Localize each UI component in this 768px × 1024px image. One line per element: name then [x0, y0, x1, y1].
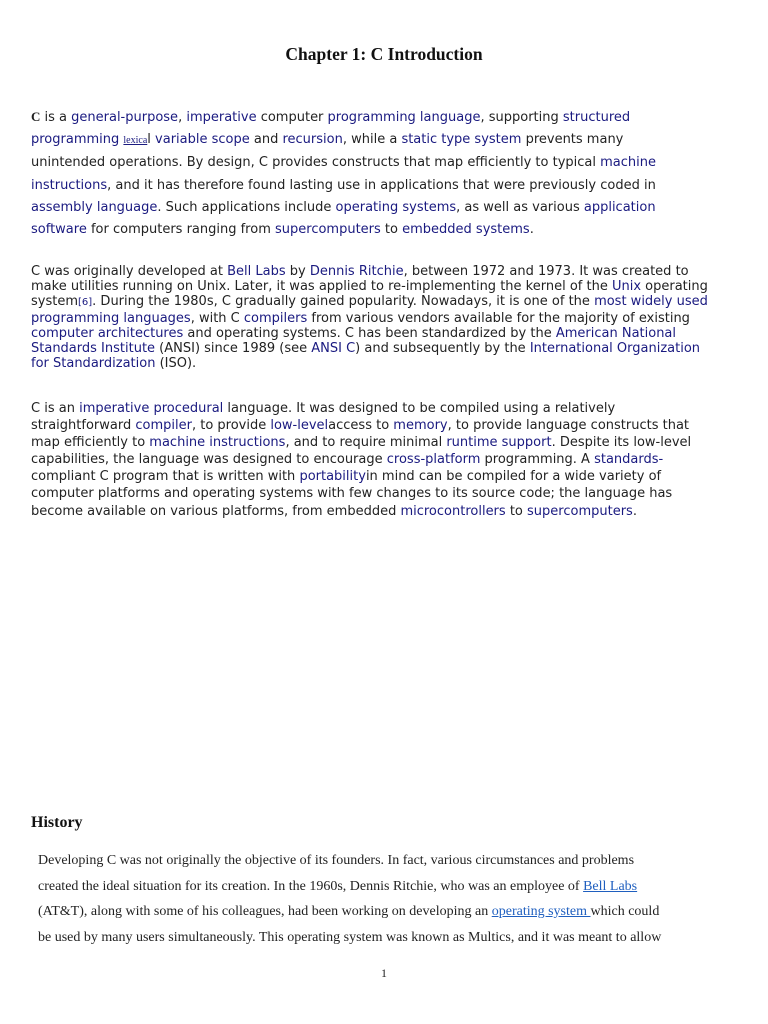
citation-link[interactable]: [6] [78, 297, 93, 309]
link-bell-labs[interactable]: Bell Labs [227, 264, 286, 279]
link-operating-systems[interactable]: operating systems [335, 199, 457, 215]
link-machine-instructions[interactable]: machine instructions [149, 435, 286, 451]
text-run: map efficiently to [31, 435, 150, 451]
link-assembly-language[interactable]: assembly language [31, 199, 158, 215]
link-programming-language[interactable]: programming language [327, 110, 481, 125]
text-run: become available on various platforms, from embedded [31, 503, 401, 519]
text-run: unintended operations. By design, C provides constructs that map efficiently to typical [31, 155, 601, 171]
paragraph-line [31, 294, 743, 310]
paragraph-line [31, 106, 743, 129]
text-run: language. It was designed to be compiled using a relatively [223, 401, 616, 416]
text-run: , to provide [191, 418, 271, 434]
paragraph-line [31, 129, 743, 152]
paragraph-line [31, 434, 743, 451]
link-for-standardization[interactable]: for Standardization [31, 356, 156, 372]
paragraph-line [38, 848, 738, 874]
link-compiler[interactable]: compiler [135, 418, 192, 434]
text-run: capabilities, the language was designed to encourage [31, 452, 387, 468]
text-run: . During the 1980s, C gradually gained popularity. Nowadays, it is one of the [92, 294, 595, 310]
text-run: , [178, 110, 187, 125]
text-run: . [632, 503, 637, 519]
design-paragraph [31, 400, 743, 520]
text-run: C was originally developed at [31, 264, 228, 279]
paragraph-line [31, 264, 743, 279]
link-standards-institute[interactable]: Standards Institute [31, 341, 156, 357]
link-operating-system[interactable]: operating system [491, 904, 591, 919]
text-run: C is an [31, 401, 80, 416]
link-imperative-procedural[interactable]: imperative procedural [79, 401, 224, 416]
text-run: , and to require minimal [285, 435, 447, 451]
paragraph-line [31, 356, 743, 371]
paragraph-line [31, 417, 743, 434]
paragraph-line [38, 925, 738, 951]
link-computer-architectures[interactable]: computer architectures [31, 325, 184, 341]
link-software[interactable]: software [31, 222, 87, 238]
text-run: , to provide language constructs that [447, 418, 690, 434]
text-run: access to [328, 418, 394, 434]
history-heading: History [31, 814, 83, 831]
text-run: for computers ranging from [86, 222, 275, 238]
link-dennis-ritchie[interactable]: Dennis Ritchie [309, 264, 404, 279]
paragraph-line [31, 197, 743, 219]
text-run: , and it has therefore found lasting use in applications that were previously coded in [107, 177, 656, 193]
text-run: programming. A [480, 452, 595, 468]
text-run: prevents many [521, 132, 624, 148]
link-supercomputers-2[interactable]: supercomputers [527, 503, 633, 519]
text-run: and [249, 132, 283, 148]
paragraph-line [31, 451, 743, 468]
link-runtime-support[interactable]: runtime support [446, 435, 552, 451]
text-run: (AT&T), along with some of his colleagues, had been working on developing an [38, 904, 492, 919]
text-run: by [285, 264, 310, 279]
text-run: which could [590, 904, 660, 919]
paragraph-line [38, 899, 738, 925]
text-run: in mind can be compiled for a wide variety of [365, 469, 662, 485]
link-general-purpose[interactable]: general-purpose [71, 110, 179, 125]
text-run: , with C [190, 310, 244, 326]
paragraph-line [31, 152, 743, 174]
paragraph-line [31, 485, 743, 502]
paragraph-line [31, 326, 743, 341]
intro-paragraph [31, 106, 743, 241]
link-bell-labs-history[interactable]: Bell Labs [583, 878, 638, 894]
paragraph-line [31, 503, 743, 520]
text-run: computer platforms and operating systems with few changes to its source code; the language has [31, 486, 673, 502]
link-ansi-c[interactable]: ANSI C [311, 341, 356, 357]
link-cross-platform[interactable]: cross-platform [386, 452, 481, 468]
link-programming-languages[interactable]: programming languages [31, 310, 191, 326]
link-structured[interactable]: structured [562, 110, 631, 125]
link-recursion[interactable]: recursion [282, 132, 343, 148]
paragraph-line [31, 341, 743, 356]
link-portability[interactable]: portability [299, 469, 366, 485]
chapter-title: Chapter 1: C Introduction [285, 44, 483, 64]
link-supercomputers[interactable]: supercomputers [275, 222, 381, 238]
link-programming[interactable]: programming [31, 132, 120, 148]
text-run: . Such applications include [157, 199, 336, 215]
link-static-type-system[interactable]: static type system [401, 132, 522, 148]
c-bold-text: C [31, 109, 41, 124]
text-run: , while a [342, 132, 402, 148]
text-run: to [505, 503, 528, 519]
text-run: ) and subsequently by the [355, 341, 530, 357]
text-run: Developing C was not originally the objective of its founders. In fact, various circumstances and problems [38, 853, 635, 868]
text-run: make utilities running on Unix. Later, it was applied to re-implementing the kernel of the [31, 279, 612, 295]
text-run: to [380, 222, 403, 238]
paragraph-line [38, 874, 738, 900]
text-run: (ANSI) since 1989 (see [155, 341, 312, 357]
paragraph-line [31, 311, 743, 326]
text-run: system [31, 294, 78, 310]
paragraph-line [31, 400, 743, 417]
text-run: created the ideal situation for its creation. In the 1960s, Dennis Ritchie, who was an employee of [38, 878, 584, 894]
link-unix[interactable]: Unix [611, 279, 642, 295]
text-run: . [529, 222, 534, 238]
text-run: (ISO). [155, 356, 197, 372]
link-standards[interactable]: standards- [594, 452, 664, 468]
link-international-organization[interactable]: International Organization [529, 341, 701, 357]
text-run: straightforward [31, 418, 136, 434]
text-run: and operating systems. C has been standardized by the [183, 325, 556, 341]
link-compilers[interactable]: compilers [243, 310, 308, 326]
paragraph-line [31, 175, 743, 197]
text-run: compliant C program that is written with [31, 469, 300, 485]
history-paragraph [38, 848, 738, 950]
link-american-national[interactable]: American National [555, 325, 677, 341]
link-memory[interactable]: memory [393, 418, 448, 434]
text-run: . Despite its low-level [551, 435, 692, 451]
text-run: is a [40, 110, 72, 125]
link-application[interactable]: application [583, 199, 656, 215]
paragraph-line [31, 468, 743, 485]
link-microcontrollers[interactable]: microcontrollers [400, 503, 506, 519]
link-imperative[interactable]: imperative [186, 110, 257, 125]
link-most-widely-used[interactable]: most widely used [594, 294, 708, 310]
text-run: , between 1972 and 1973. It was created to [403, 264, 689, 279]
text-run: l [147, 132, 156, 148]
link-embedded-systems[interactable]: embedded systems [402, 222, 530, 238]
link-low-level[interactable]: low-level [270, 418, 329, 434]
text-run: , as well as various [456, 199, 584, 215]
text-run: , supporting [480, 110, 563, 125]
link-variable-scope[interactable]: variable scope [155, 132, 250, 148]
text-run: computer [256, 110, 328, 125]
paragraph-line [31, 219, 743, 241]
text-run: operating [641, 279, 708, 295]
text-run: from various vendors available for the majority of existing [307, 310, 690, 326]
link-lexica[interactable]: lexica [123, 135, 148, 147]
page-number: 1 [381, 966, 387, 980]
origin-paragraph [31, 264, 743, 371]
link-instructions[interactable]: instructions [31, 177, 108, 193]
paragraph-line [31, 279, 743, 294]
link-machine[interactable]: machine [600, 155, 656, 171]
text-run: be used by many users simultaneously. This operating system was known as Multics, and it was meant to allow [38, 929, 662, 945]
